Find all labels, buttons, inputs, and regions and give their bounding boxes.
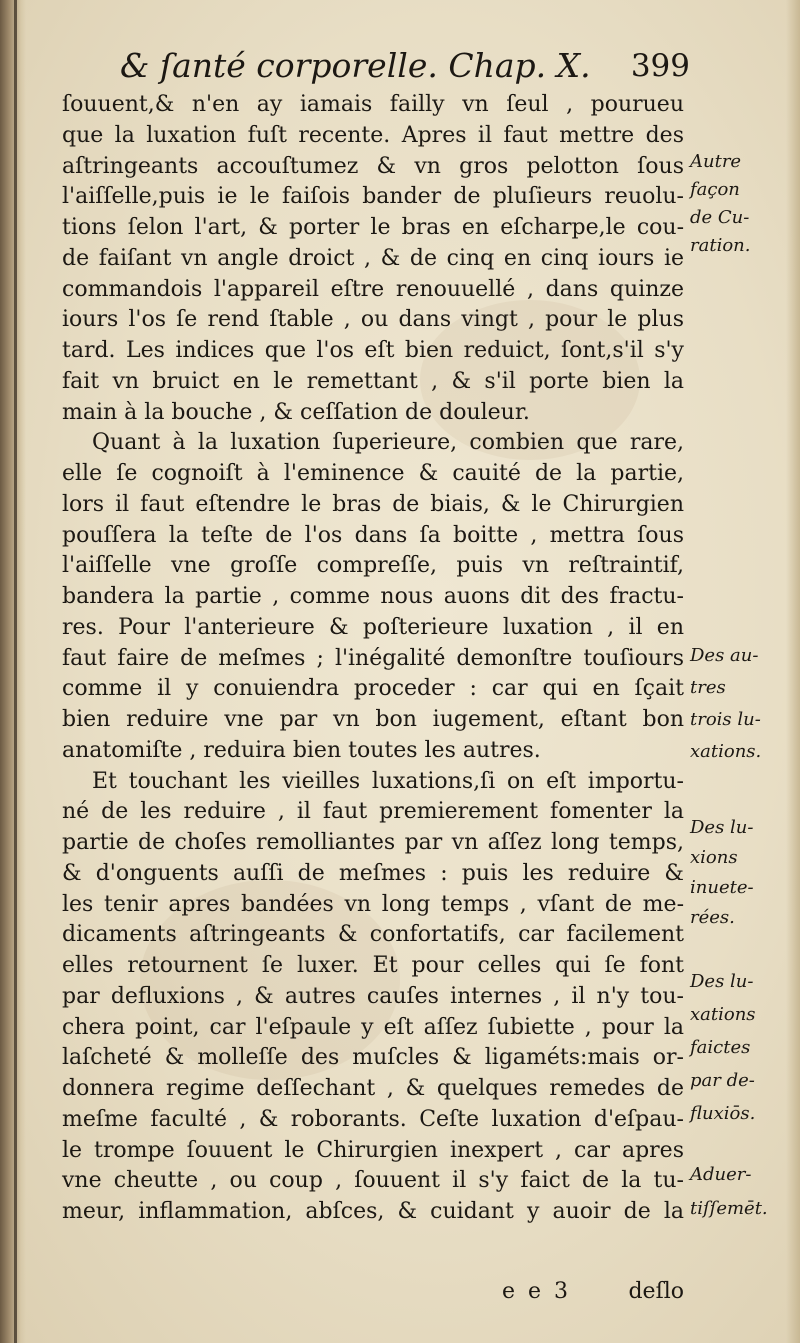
signature-mark: e e 3 bbox=[502, 1279, 572, 1304]
text-line: main à la bouche , & ceſſation de douleur. bbox=[62, 399, 530, 425]
paragraph-start: Et touchant les vieilles luxations,ſi on eſt importu- bbox=[92, 768, 684, 794]
text-line: res. Pour l'anterieure & poſterieure luxation , il en bbox=[62, 614, 684, 640]
text-line: comme il y conuiendra proceder : car qui en ſçait bbox=[62, 676, 684, 702]
margin-note: façon bbox=[690, 179, 740, 200]
text-line: bien reduire vne par vn bon iugement, eſtant bon bbox=[62, 707, 684, 732]
margin-note: ration. bbox=[690, 235, 751, 256]
text-line: tard. Les indices que l'os eſt bien reduict, ſont,s'il s'y bbox=[62, 338, 684, 363]
text-line: lors il faut eſtendre le bras de biais, & le Chirurgien bbox=[62, 491, 684, 517]
text-line: iours l'os ſe rend ſtable , ou dans vingt , pour le plus bbox=[62, 307, 684, 333]
margin-note: xations bbox=[690, 1004, 756, 1025]
text-line: le trompe ſouuent le Chirurgien inexpert , car apres bbox=[62, 1137, 684, 1163]
text-line: les tenir apres bandées vn long temps , vſant de me- bbox=[62, 891, 684, 917]
running-title: & ſanté corporelle. Chap. X. bbox=[120, 46, 591, 85]
text-line: laſcheté & molleſſe des muſcles & ligaméts:mais or- bbox=[62, 1045, 684, 1071]
text-line: par defluxions , & autres cauſes internes , il n'y tou- bbox=[62, 983, 684, 1009]
text-line: aſtringeants accouſtumez & vn gros pelotton ſous bbox=[62, 153, 684, 179]
margin-note: faictes bbox=[690, 1037, 751, 1058]
page-footer bbox=[62, 1275, 684, 1309]
margin-note: Des au- bbox=[690, 645, 759, 666]
text-line: que la luxation fuſt recente. Apres il faut mettre des bbox=[62, 122, 684, 148]
margin-note: fluxiōs. bbox=[690, 1103, 756, 1124]
text-line: & d'onguents auſſi de meſmes : puis les reduire & bbox=[62, 860, 684, 886]
margin-note: de Cu- bbox=[690, 207, 750, 228]
text-line: faut faire de meſmes ; l'inégalité demonſtre touſiours bbox=[62, 645, 684, 671]
margin-note: rées. bbox=[690, 907, 735, 928]
text-line: dicaments aſtringeants & confortatifs, car facilement bbox=[62, 922, 684, 948]
text-line: partie de choſes remolliantes par vn aſſez long temps, bbox=[62, 830, 684, 855]
margin-note: xations. bbox=[690, 741, 762, 762]
running-header bbox=[120, 40, 690, 92]
margin-note: trois lu- bbox=[690, 709, 761, 730]
text-line: tions ſelon l'art, & porter le bras en eſcharpe,le cou- bbox=[62, 215, 684, 240]
text-line: donnera regime deſſechant , & quelques remedes de bbox=[62, 1076, 684, 1101]
margin-note: Aduer- bbox=[690, 1164, 752, 1185]
margin-note: inuete- bbox=[690, 877, 754, 898]
margin-note: Des lu- bbox=[690, 971, 754, 992]
text-line: elles retournent ſe luxer. Et pour celles qui ſe font bbox=[62, 953, 684, 978]
paragraph-start: Quant à la luxation ſuperieure, combien que rare, bbox=[92, 430, 684, 456]
margin-note: tiſſemēt. bbox=[690, 1198, 768, 1219]
text-line: commandois l'appareil eſtre renouuellé , dans quinze bbox=[62, 276, 684, 302]
margin-note: tres bbox=[690, 677, 726, 698]
text-line: vne cheutte , ou coup , ſouuent il s'y faict de la tu- bbox=[62, 1168, 684, 1194]
text-line: de faiſant vn angle droict , & de cinq en cinq iours ie bbox=[62, 245, 684, 271]
text-line: l'aiſſelle,puis ie le faiſois bander de pluſieurs reuolu- bbox=[62, 184, 684, 210]
text-line: bandera la partie , comme nous auons dit des fractu- bbox=[62, 584, 684, 609]
text-line: elle ſe cognoiſt à l'eminence & cauité de la partie, bbox=[62, 461, 684, 486]
margin-note: par de- bbox=[690, 1070, 755, 1091]
text-line: chera point, car l'eſpaule y eſt aſſez ſubiette , pour la bbox=[62, 1014, 684, 1040]
body-text bbox=[62, 90, 684, 1228]
text-line: anatomiſte , reduira bien toutes les autres. bbox=[62, 737, 541, 763]
text-line: meur, inflammation, abſces, & cuidant y auoir de la bbox=[62, 1199, 684, 1224]
text-line: meſme faculté , & roborants. Ceſte luxation d'eſpau- bbox=[62, 1106, 684, 1132]
margin-note: xions bbox=[690, 847, 738, 868]
text-line: l'aiſſelle vne groſſe compreſſe, puis vn reſtraintif, bbox=[62, 553, 684, 579]
book-gutter bbox=[0, 0, 26, 1343]
page-number: 399 bbox=[630, 48, 690, 84]
binding-edge bbox=[14, 0, 17, 1343]
margin-note: Des lu- bbox=[690, 817, 754, 838]
text-line: né de les reduire , il faut premierement fomenter la bbox=[62, 799, 684, 825]
text-line: fait vn bruict en le remettant , & s'il porte bien la bbox=[62, 368, 684, 394]
margin-note: Autre bbox=[690, 151, 742, 172]
catchword: deſlo bbox=[628, 1279, 684, 1304]
text-line: ſouuent,& n'en ay iamais failly vn ſeul , pourueu bbox=[62, 92, 684, 117]
text-line: pouſſera la teſte de l'os dans ſa boitte , mettra ſous bbox=[62, 522, 684, 548]
